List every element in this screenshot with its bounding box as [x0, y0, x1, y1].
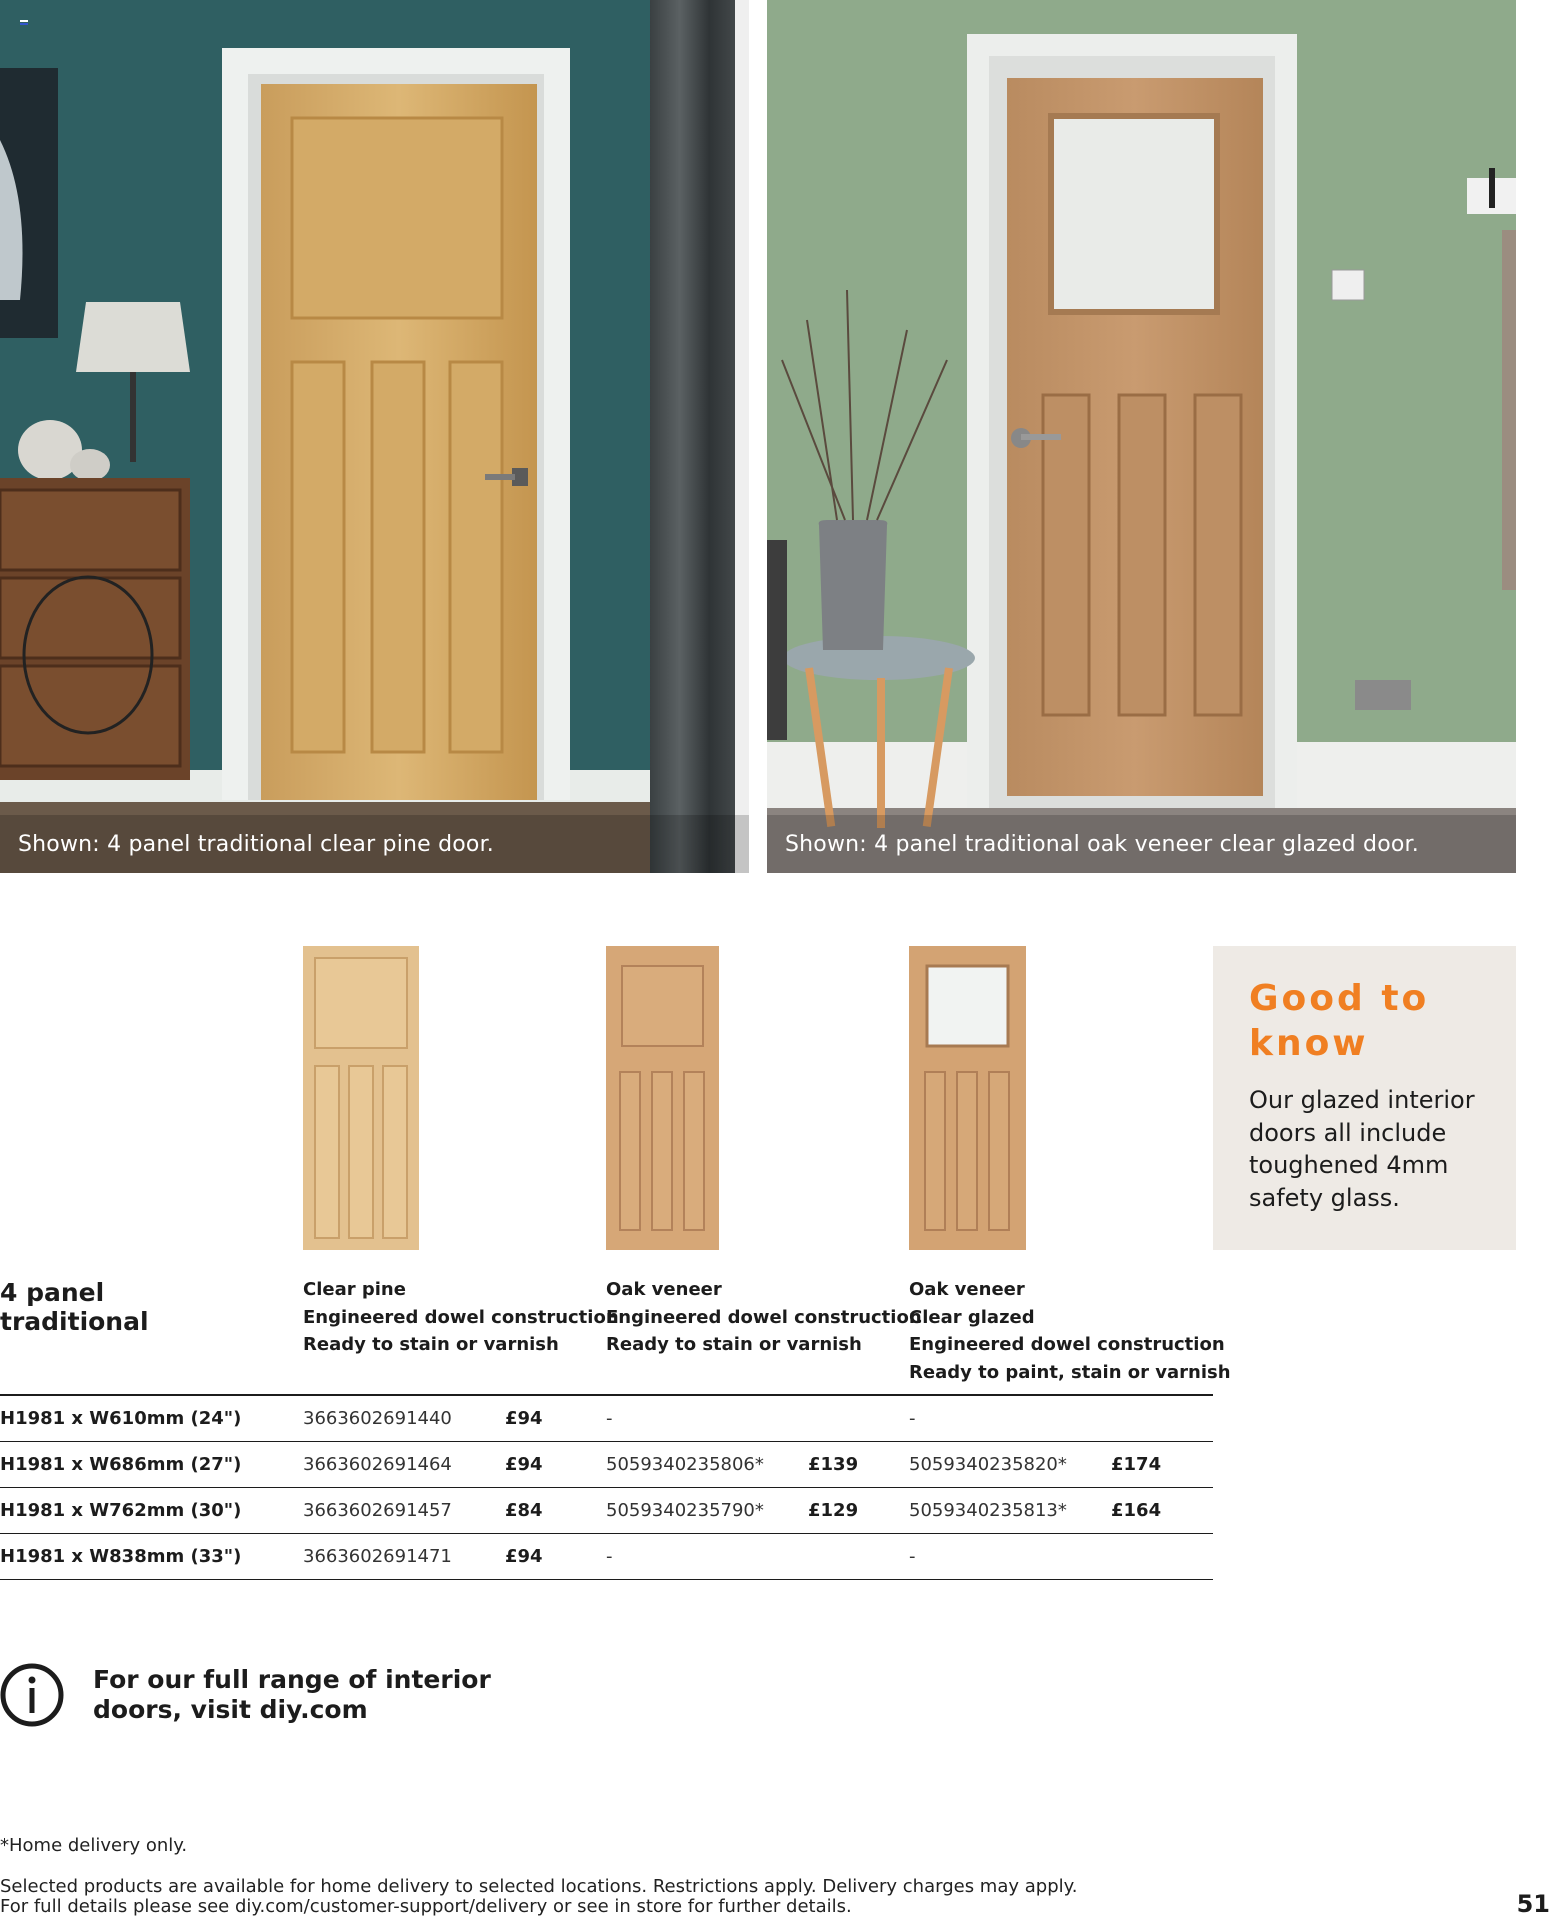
table-row [0, 1396, 1213, 1442]
range-title-line2: traditional [0, 1307, 149, 1336]
good-to-know-title [1249, 976, 1480, 1066]
price-cell: £84 [505, 1500, 543, 1521]
home-delivery-footnote: *Home delivery only. [0, 1835, 188, 1856]
photo-oak-glazed-door [767, 0, 1516, 873]
product-code-cell: 5059340235806* [606, 1454, 764, 1475]
table-row [0, 1442, 1213, 1488]
price-cell: £139 [808, 1454, 859, 1475]
product-feature: Clear glazed [909, 1306, 1035, 1328]
product-code-cell: 3663602691471 [303, 1546, 452, 1567]
size-cell: H1981 x W610mm (24") [0, 1408, 242, 1429]
product-description-clear-pine [303, 1276, 619, 1359]
table-row [0, 1534, 1213, 1580]
product-code-cell: - [606, 1408, 613, 1429]
product-feature: Engineered dowel construction [303, 1306, 619, 1328]
price-cell: £174 [1111, 1454, 1162, 1475]
range-title [0, 1278, 149, 1336]
delivery-disclaimer [0, 1877, 1077, 1917]
door-image-oak-veneer-glazed [909, 946, 1026, 1250]
price-cell: £94 [505, 1454, 543, 1475]
page-number: 51 [1516, 1890, 1550, 1918]
product-feature: Oak veneer [606, 1279, 722, 1300]
range-title-line1: 4 panel [0, 1278, 105, 1307]
thumbnail-oak-veneer-glazed-door [909, 946, 1026, 1250]
product-code-cell: 5059340235790* [606, 1500, 764, 1521]
photo-clear-pine-door [0, 0, 749, 873]
thumbnail-clear-pine-door [303, 946, 419, 1250]
product-code-cell: 3663602691457 [303, 1500, 452, 1521]
product-code-cell: - [909, 1408, 916, 1429]
door-image-oak-veneer [606, 946, 719, 1250]
info-icon [0, 1663, 64, 1727]
info-text [93, 1665, 491, 1725]
thumbnail-oak-veneer-door [606, 946, 719, 1250]
product-code-cell: 5059340235813* [909, 1500, 1067, 1521]
door-image-clear-pine [303, 946, 419, 1250]
product-feature: Ready to paint, stain or varnish [909, 1361, 1231, 1383]
product-feature: Engineered dowel construction [909, 1334, 1225, 1355]
info-text-line2: doors, visit diy.com [93, 1695, 368, 1724]
price-cell: £94 [505, 1408, 543, 1429]
product-code-cell: - [909, 1546, 916, 1567]
product-code-cell: - [606, 1546, 613, 1567]
good-to-know-box [1213, 946, 1516, 1250]
price-cell: £164 [1111, 1500, 1162, 1521]
product-description-oak-veneer [606, 1276, 922, 1359]
product-feature: Clear pine [303, 1279, 406, 1300]
good-to-know-title-line1: Good to [1249, 978, 1430, 1019]
price-cell: £94 [505, 1546, 543, 1567]
product-feature: Ready to stain or varnish [606, 1334, 862, 1355]
size-cell: H1981 x W762mm (30") [0, 1500, 242, 1521]
left-photo-caption: Shown: 4 panel traditional clear pine door. [18, 832, 495, 857]
right-photo-caption: Shown: 4 panel traditional oak veneer clear glazed door. [785, 832, 1419, 857]
good-to-know-text: Our glazed interior doors all include toughened 4mm safety glass. [1249, 1086, 1475, 1212]
price-cell: £129 [808, 1500, 859, 1521]
product-feature: Oak veneer [909, 1279, 1025, 1300]
table-row [0, 1488, 1213, 1534]
product-code-cell: 3663602691440 [303, 1408, 452, 1429]
good-to-know-title-line2: know [1249, 1023, 1369, 1064]
product-code-cell: 5059340235820* [909, 1454, 1067, 1475]
product-code-cell: 3663602691464 [303, 1454, 452, 1475]
disclaimer-line1: Selected products are available for home delivery to selected locations. Restrictions apply. Delivery charges may apply. [0, 1876, 1078, 1897]
product-description-oak-veneer-glazed [909, 1276, 1231, 1386]
pine-door-scene-image [0, 0, 749, 873]
size-cell: H1981 x W838mm (33") [0, 1546, 242, 1567]
info-text-line1: For our full range of interior [93, 1665, 491, 1694]
disclaimer-line2: For full details please see diy.com/customer-support/delivery or see in store for further details. [0, 1896, 852, 1917]
size-cell: H1981 x W686mm (27") [0, 1454, 242, 1475]
oak-glazed-door-scene-image [767, 0, 1516, 873]
product-feature: Ready to stain or varnish [303, 1334, 559, 1355]
product-feature: Engineered dowel construction [606, 1306, 922, 1328]
